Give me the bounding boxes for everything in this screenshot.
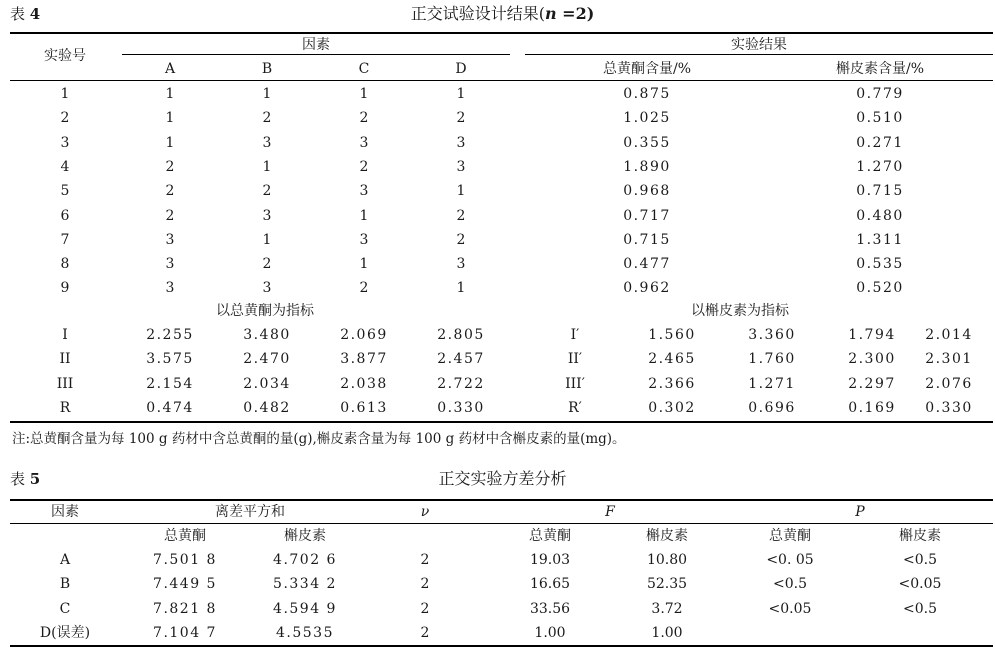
table5-label: 表 5 bbox=[10, 470, 41, 488]
row-label-header: 实验号 bbox=[44, 48, 86, 64]
index-value-cell: 0.696 bbox=[748, 399, 796, 416]
factor-c-cell: 2 bbox=[359, 280, 369, 297]
index-value-cell: 2.076 bbox=[925, 375, 973, 392]
factor-a-cell: 3 bbox=[165, 231, 175, 248]
index-header-quercetin: 以槲皮素为指标 bbox=[691, 303, 789, 319]
index-value-cell: 2.154 bbox=[146, 375, 194, 392]
factor-d-cell: 2 bbox=[456, 231, 466, 248]
index-value-cell: 0.474 bbox=[146, 399, 194, 416]
quercetin-value-cell: 0.779 bbox=[856, 86, 904, 102]
index-label-cell: R′ bbox=[568, 399, 582, 416]
index-value-cell: 2.300 bbox=[848, 351, 896, 368]
p-flavonoid-cell: <0.5 bbox=[773, 576, 807, 593]
p-flavonoid-subheader: 总黄酮 bbox=[769, 528, 811, 544]
table5-caption bbox=[10, 467, 995, 491]
factor-col-header: B bbox=[261, 61, 273, 77]
factor-d-cell: 1 bbox=[456, 86, 466, 102]
factor-b-cell: 2 bbox=[262, 183, 272, 200]
index-value-cell: 2.297 bbox=[848, 375, 896, 392]
ss-quercetin-subheader: 槲皮素 bbox=[284, 528, 326, 544]
factor-d-cell: 3 bbox=[456, 256, 466, 273]
quercetin-value-cell: 0.715 bbox=[856, 183, 904, 200]
table4-header-rule bbox=[10, 80, 993, 81]
ss-flavonoid-cell: 7.821 8 bbox=[153, 600, 217, 617]
quercetin-value-cell: 1.311 bbox=[856, 231, 904, 248]
index-value-cell: 2.034 bbox=[243, 375, 291, 392]
index-value-cell: 2.465 bbox=[648, 351, 696, 368]
row-number-cell: 9 bbox=[60, 280, 70, 297]
index-value-cell: 1.794 bbox=[848, 327, 896, 343]
nu-header: ν bbox=[420, 504, 430, 520]
p-quercetin-cell: <0.5 bbox=[903, 552, 937, 568]
index-label-cell: II′ bbox=[567, 351, 583, 368]
flavonoid-value-cell: 1.890 bbox=[623, 158, 671, 175]
anova-factor-cell: A bbox=[59, 552, 71, 568]
factor-a-cell: 2 bbox=[165, 183, 175, 200]
index-value-cell: 2.722 bbox=[437, 375, 485, 392]
index-value-cell: 3.360 bbox=[748, 327, 796, 343]
factor-c-cell: 1 bbox=[359, 86, 369, 102]
factor-b-cell: 1 bbox=[262, 86, 272, 102]
index-label-cell: II bbox=[59, 351, 71, 368]
index-value-cell: 3.575 bbox=[146, 351, 194, 368]
factor-c-cell: 3 bbox=[359, 231, 369, 248]
f-flavonoid-cell: 19.03 bbox=[529, 552, 571, 568]
row-number-cell: 5 bbox=[60, 183, 70, 200]
result-col-header: 槲皮素含量/% bbox=[835, 61, 925, 77]
table4-caption bbox=[10, 2, 995, 26]
index-label-cell: I′ bbox=[570, 327, 580, 343]
p-flavonoid-cell: <0.05 bbox=[768, 600, 812, 617]
ss-quercetin-cell: 5.334 2 bbox=[273, 576, 337, 593]
index-value-cell: 0.482 bbox=[243, 399, 291, 416]
quercetin-value-cell: 0.271 bbox=[856, 134, 904, 151]
ss-flavonoid-cell: 7.501 8 bbox=[153, 552, 217, 568]
factor-header: 因素 bbox=[51, 504, 79, 520]
ss-header: 离差平方和 bbox=[215, 504, 285, 520]
factor-d-cell: 3 bbox=[456, 134, 466, 151]
f-quercetin-cell: 10.80 bbox=[646, 552, 688, 568]
p-quercetin-cell: <0.05 bbox=[898, 576, 942, 593]
factor-a-cell: 1 bbox=[165, 110, 175, 127]
index-value-cell: 0.302 bbox=[648, 399, 696, 416]
factor-a-cell: 2 bbox=[165, 158, 175, 175]
factor-col-header: D bbox=[455, 61, 467, 77]
table4-bottom-rule bbox=[10, 421, 993, 423]
row-number-cell: 7 bbox=[60, 231, 70, 248]
index-label-cell: R bbox=[59, 399, 71, 416]
nu-cell: 2 bbox=[420, 600, 430, 617]
factor-c-cell: 1 bbox=[359, 256, 369, 273]
index-label-cell: I bbox=[62, 327, 68, 343]
index-value-cell: 0.169 bbox=[848, 399, 896, 416]
index-value-cell: 2.038 bbox=[340, 375, 388, 392]
nu-cell: 2 bbox=[420, 624, 430, 641]
index-value-cell: 1.271 bbox=[748, 375, 796, 392]
row-number-cell: 2 bbox=[60, 110, 70, 127]
f-quercetin-cell: 1.00 bbox=[651, 624, 683, 641]
p-header: P bbox=[855, 504, 865, 520]
quercetin-value-cell: 0.535 bbox=[856, 256, 904, 273]
flavonoid-value-cell: 0.717 bbox=[623, 207, 671, 224]
table5-header-rule bbox=[10, 523, 993, 524]
p-quercetin-subheader: 槲皮素 bbox=[899, 528, 941, 544]
factor-a-cell: 2 bbox=[165, 207, 175, 224]
anova-factor-cell: B bbox=[59, 576, 71, 593]
index-value-cell: 2.457 bbox=[437, 351, 485, 368]
p-flavonoid-cell: <0. 05 bbox=[766, 552, 814, 568]
factor-b-cell: 3 bbox=[262, 207, 272, 224]
table4-top-rule bbox=[10, 32, 993, 34]
index-value-cell: 2.366 bbox=[648, 375, 696, 392]
factors-group-header: 因素 bbox=[302, 37, 330, 53]
index-value-cell: 2.301 bbox=[925, 351, 973, 368]
f-flavonoid-cell: 1.00 bbox=[534, 624, 566, 641]
index-value-cell: 0.330 bbox=[925, 399, 973, 416]
index-value-cell: 2.470 bbox=[243, 351, 291, 368]
flavonoid-value-cell: 0.968 bbox=[623, 183, 671, 200]
row-number-cell: 4 bbox=[60, 158, 70, 175]
ss-flavonoid-subheader: 总黄酮 bbox=[164, 528, 206, 544]
f-flavonoid-subheader: 总黄酮 bbox=[529, 528, 571, 544]
quercetin-value-cell: 0.520 bbox=[856, 280, 904, 297]
table5-title: 正交实验方差分析 bbox=[438, 469, 567, 488]
factor-a-cell: 1 bbox=[165, 86, 175, 102]
index-header-flavonoid: 以总黄酮为指标 bbox=[216, 303, 314, 319]
row-number-cell: 8 bbox=[60, 256, 70, 273]
nu-cell: 2 bbox=[420, 576, 430, 593]
f-quercetin-cell: 3.72 bbox=[651, 600, 683, 617]
quercetin-value-cell: 0.510 bbox=[856, 110, 904, 127]
factor-b-cell: 2 bbox=[262, 256, 272, 273]
factor-d-cell: 2 bbox=[456, 207, 466, 224]
index-value-cell: 1.760 bbox=[748, 351, 796, 368]
index-value-cell: 2.069 bbox=[340, 327, 388, 343]
table4-label: 表 4 bbox=[10, 5, 41, 23]
factor-c-cell: 3 bbox=[359, 134, 369, 151]
index-value-cell: 0.330 bbox=[437, 399, 485, 416]
factor-a-cell: 1 bbox=[165, 134, 175, 151]
ss-flavonoid-cell: 7.449 5 bbox=[153, 576, 217, 593]
factor-b-cell: 1 bbox=[262, 231, 272, 248]
factor-c-cell: 3 bbox=[359, 183, 369, 200]
result-col-header: 总黄酮含量/% bbox=[602, 61, 692, 77]
ss-flavonoid-cell: 7.104 7 bbox=[153, 624, 217, 641]
factor-a-cell: 3 bbox=[165, 256, 175, 273]
factor-col-header: A bbox=[164, 61, 176, 77]
index-value-cell: 3.877 bbox=[340, 351, 388, 368]
results-group-rule bbox=[525, 54, 993, 55]
factor-c-cell: 2 bbox=[359, 110, 369, 127]
p-quercetin-cell: <0.5 bbox=[903, 600, 937, 617]
factor-b-cell: 2 bbox=[262, 110, 272, 127]
factor-b-cell: 1 bbox=[262, 158, 272, 175]
factors-group-rule bbox=[122, 54, 510, 55]
flavonoid-value-cell: 0.477 bbox=[623, 256, 671, 273]
index-value-cell: 3.480 bbox=[243, 327, 291, 343]
factor-d-cell: 1 bbox=[456, 183, 466, 200]
row-number-cell: 3 bbox=[60, 134, 70, 151]
flavonoid-value-cell: 0.715 bbox=[623, 231, 671, 248]
ss-quercetin-cell: 4.5535 bbox=[276, 624, 334, 641]
index-value-cell: 2.805 bbox=[437, 327, 485, 343]
anova-factor-cell: D(误差) bbox=[39, 624, 91, 641]
nu-cell: 2 bbox=[420, 552, 430, 568]
f-quercetin-cell: 52.35 bbox=[646, 576, 688, 593]
table4-note: 注:总黄酮含量为每 100 g 药材中含总黄酮的量(g),槲皮素含量为每 100 g 药材中含槲皮素的量(mg)。 bbox=[12, 431, 626, 447]
factor-d-cell: 1 bbox=[456, 280, 466, 297]
factor-b-cell: 3 bbox=[262, 280, 272, 297]
index-value-cell: 2.255 bbox=[146, 327, 194, 343]
row-number-cell: 6 bbox=[60, 207, 70, 224]
factor-c-cell: 1 bbox=[359, 207, 369, 224]
flavonoid-value-cell: 0.355 bbox=[623, 134, 671, 151]
factor-d-cell: 2 bbox=[456, 110, 466, 127]
index-label-cell: III bbox=[56, 375, 74, 392]
table5-top-rule bbox=[10, 499, 993, 501]
row-number-cell: 1 bbox=[60, 86, 70, 102]
f-flavonoid-cell: 33.56 bbox=[529, 600, 571, 617]
table4-title: 正交试验设计结果(n =2) bbox=[410, 4, 595, 23]
ss-quercetin-cell: 4.702 6 bbox=[273, 552, 337, 568]
index-value-cell: 2.014 bbox=[925, 327, 973, 343]
results-group-header: 实验结果 bbox=[731, 37, 787, 53]
quercetin-value-cell: 1.270 bbox=[856, 158, 904, 175]
factor-d-cell: 3 bbox=[456, 158, 466, 175]
factor-c-cell: 2 bbox=[359, 158, 369, 175]
index-value-cell: 0.613 bbox=[340, 399, 388, 416]
factor-col-header: C bbox=[358, 61, 370, 77]
f-header: F bbox=[605, 504, 615, 520]
f-flavonoid-cell: 16.65 bbox=[529, 576, 571, 593]
flavonoid-value-cell: 1.025 bbox=[623, 110, 671, 127]
flavonoid-value-cell: 0.875 bbox=[623, 86, 671, 102]
flavonoid-value-cell: 0.962 bbox=[623, 280, 671, 297]
factor-a-cell: 3 bbox=[165, 280, 175, 297]
ss-quercetin-cell: 4.594 9 bbox=[273, 600, 337, 617]
quercetin-value-cell: 0.480 bbox=[856, 207, 904, 224]
factor-b-cell: 3 bbox=[262, 134, 272, 151]
index-label-cell: III′ bbox=[565, 375, 585, 392]
anova-factor-cell: C bbox=[59, 600, 71, 617]
index-value-cell: 1.560 bbox=[648, 327, 696, 343]
f-quercetin-subheader: 槲皮素 bbox=[646, 528, 688, 544]
table5-bottom-rule bbox=[10, 645, 993, 647]
